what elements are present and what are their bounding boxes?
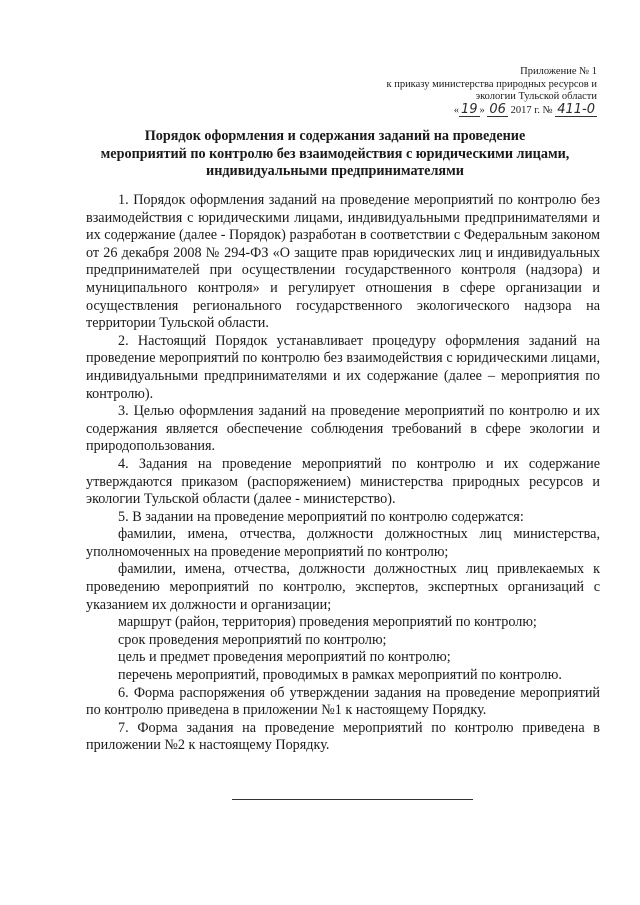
appendix-header (386, 66, 597, 117)
list-item-purpose: цель и предмет проведения мероприятий по контролю; (118, 649, 451, 666)
appendix-ministry: экологии Тульской области (475, 91, 597, 102)
closing-rule (232, 799, 473, 800)
paragraph-1: 1. Порядок оформления заданий на проведение мероприятий по контролю без взаимодействия с юридическими лицами, индивидуальными предпринимателями и их содержание (далее - Порядок) разработан в соответствии с Федеральным законом от 26 декабря 2008 № 294-ФЗ «О защите прав юридических лиц и индивидуальных предпринимателей при осуществлении государственного контроля (надзора) и муниципального контроля» и регулирует отношения в сфере организации и осуществления регионального государственного экологического надзора на территории Тульской области. (86, 192, 600, 332)
paragraph-7: 7. Форма задания на проведение мероприятий по контролю приведена в приложении №2 к настоящему Порядку. (86, 719, 600, 754)
handwritten-order-number: 411-0 (557, 101, 595, 117)
handwritten-day: 19 (460, 101, 478, 117)
paragraph-6: 6. Форма распоряжения об утверждении задания на проведение мероприятий по контролю приведена в приложении №1 к настоящему Порядку. (86, 684, 600, 719)
paragraph-3: 3. Целью оформления заданий на проведение мероприятий по контролю и их содержания является обеспечение соблюдения требований в сфере экологии и природопользования. (86, 403, 600, 455)
appendix-date-number (386, 101, 597, 118)
title-line-3: индивидуальными предпринимателями (206, 163, 464, 179)
appendix-order-reference: к приказу министерства природных ресурсов и (386, 78, 597, 90)
date-year: 2017 (510, 104, 532, 116)
handwritten-month: 06 (489, 101, 506, 117)
title-line-2: мероприятий по контролю без взаимодействия с юридическими лицами, (100, 145, 570, 162)
document-body (86, 192, 600, 755)
list-item-activities: перечень мероприятий, проводимых в рамках мероприятий по контролю. (118, 667, 562, 684)
list-item-experts: фамилии, имена, отчества, должности должностных лиц привлекаемых к проведению мероприятий по контролю, экспертов, экспертных организаций с указанием их должности и организации; (86, 561, 600, 613)
date-close-quote: » (479, 104, 485, 116)
paragraph-2: 2. Настоящий Порядок устанавливает процедуру оформления заданий на проведение мероприятий по контролю без взаимодействия с юридическими лицами, индивидуальными предпринимателями и их содержание (далее – мероприятия по контролю). (86, 332, 600, 402)
title-line-1: Порядок оформления и содержания заданий на проведение (144, 128, 526, 144)
paragraph-5: 5. В задании на проведение мероприятий по контролю содержатся: (118, 508, 524, 525)
list-item-officials: фамилии, имена, отчества, должности должностных лиц министерства, уполномоченных на проведение мероприятий по контролю; (86, 526, 600, 560)
date-open-quote: « (453, 104, 459, 116)
list-item-route: маршрут (район, территория) проведения мероприятий по контролю; (118, 614, 537, 631)
paragraph-4: 4. Задания на проведение мероприятий по контролю и их содержание утверждаются приказом (распоряжением) министерства природных ресурсов и экологии Тульской области (далее - министерство). (86, 455, 600, 508)
appendix-number: Приложение № 1 (520, 66, 597, 77)
document-title (70, 128, 600, 181)
order-number-label: г. № (534, 104, 553, 116)
list-item-term: срок проведения мероприятий по контролю; (118, 631, 387, 648)
